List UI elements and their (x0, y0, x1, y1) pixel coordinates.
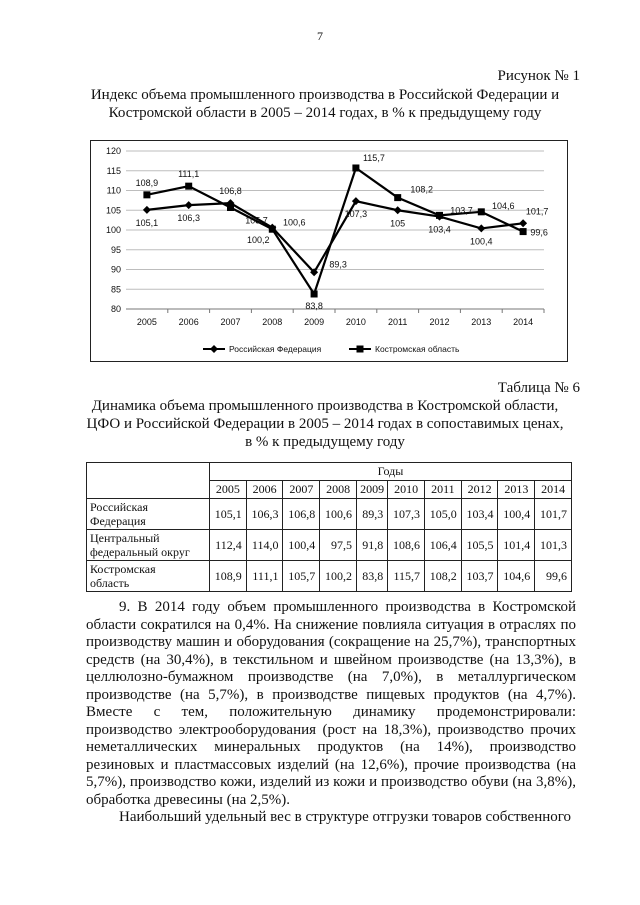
data-point-square (436, 212, 443, 219)
x-tick-label: 2008 (262, 317, 283, 327)
table-cell: 105,5 (461, 530, 498, 561)
figure-title (60, 86, 590, 122)
data-label: 106,3 (177, 213, 200, 224)
table-cell: 83,8 (356, 561, 387, 592)
data-label: 108,2 (410, 184, 433, 195)
data-point-diamond (394, 206, 402, 214)
data-label: 89,3 (329, 259, 347, 270)
table-cell: 105,0 (425, 499, 462, 530)
data-label: 106,8 (219, 186, 242, 197)
y-tick-label: 100 (105, 225, 121, 235)
x-tick-label: 2014 (513, 317, 534, 327)
data-table (86, 462, 572, 592)
line-chart (90, 140, 568, 362)
table-cell: 111,1 (246, 561, 283, 592)
chart-canvas (91, 141, 569, 363)
data-label: 99,6 (530, 227, 548, 238)
x-tick-label: 2005 (136, 317, 157, 327)
page-number: 7 (317, 29, 323, 43)
figure-title-line: Индекс объема промышленного производства в Российской Федерации и (90, 87, 560, 103)
body-text (86, 599, 576, 827)
x-tick-label: 2012 (429, 317, 450, 327)
figure-title-line: Костромской области в 2005 – 2014 годах, в % к предыдущему году (108, 105, 542, 121)
data-label: 115,7 (362, 152, 385, 163)
table-row (87, 561, 572, 592)
legend-entry: Костромская область (375, 344, 460, 354)
year-header: 2010 (388, 481, 425, 499)
table-title (60, 397, 590, 451)
data-label: 108,9 (135, 177, 159, 188)
data-point-square (143, 191, 150, 198)
x-tick-label: 2007 (220, 317, 241, 327)
year-header: 2006 (246, 481, 283, 499)
data-label: 100,2 (247, 235, 270, 246)
data-label: 101,7 (525, 206, 549, 217)
year-header: 2005 (210, 481, 247, 499)
paragraph: Наибольший удельный вес в структуре отгрузки товаров собственного (119, 809, 572, 825)
table-cell: 103,4 (461, 499, 498, 530)
y-tick-label: 95 (110, 244, 121, 255)
table-cell: 91,8 (356, 530, 387, 561)
y-tick-label: 85 (110, 284, 121, 295)
y-tick-label: 90 (110, 264, 121, 275)
row-header (87, 561, 210, 592)
data-point-square (185, 183, 192, 190)
data-label: 105,1 (135, 217, 159, 228)
y-tick-label: 80 (110, 304, 121, 314)
table-cell: 106,3 (246, 499, 283, 530)
data-label: 107,3 (344, 209, 368, 220)
year-header: 2009 (356, 481, 387, 499)
table-cell: 100,4 (283, 530, 320, 561)
legend-entry: Российская Федерация (229, 344, 322, 354)
y-tick-label: 110 (106, 185, 121, 196)
table-cell: 108,9 (210, 561, 247, 592)
table-row (87, 499, 572, 530)
table-group-header: Годы (210, 463, 572, 481)
data-label: 100,6 (283, 217, 306, 228)
table-cell: 106,8 (283, 499, 320, 530)
row-header-line: область (90, 576, 130, 590)
table-cell: 105,1 (210, 499, 247, 530)
table-cell: 89,3 (356, 499, 387, 530)
y-tick-label: 105 (105, 205, 121, 216)
table-cell: 100,2 (320, 561, 357, 592)
year-header: 2008 (320, 481, 357, 499)
table-row (87, 530, 572, 561)
table-title-line: Динамика объема промышленного производства в Костромской области, (91, 398, 559, 414)
data-label: 100,4 (470, 236, 493, 247)
table-cell: 105,7 (283, 561, 320, 592)
table-cell: 97,5 (320, 530, 357, 561)
series-line (147, 168, 523, 294)
data-label: 83,8 (305, 300, 323, 311)
data-point-square (227, 204, 234, 211)
year-header: 2013 (498, 481, 535, 499)
data-point-square (394, 194, 401, 201)
year-header: 2011 (425, 481, 462, 499)
table-cell: 108,6 (388, 530, 425, 561)
table-corner-cell (87, 463, 210, 499)
table-cell: 115,7 (388, 561, 425, 592)
y-tick-label: 115 (106, 165, 121, 176)
year-header: 2014 (535, 481, 572, 499)
data-point-square (311, 290, 318, 297)
table-cell: 101,4 (498, 530, 535, 561)
row-header-line: Федерация (90, 514, 146, 528)
year-header: 2012 (461, 481, 498, 499)
row-header-line: Центральный (90, 531, 160, 545)
data-point-square (478, 208, 485, 215)
data-point-square (520, 228, 527, 235)
data-point-square (352, 164, 359, 171)
x-tick-label: 2006 (178, 317, 199, 327)
data-point-diamond (185, 201, 193, 209)
table-cell: 106,4 (425, 530, 462, 561)
data-point-diamond (477, 224, 485, 232)
data-point-diamond (143, 206, 151, 214)
table-label: Таблица № 6 (497, 380, 580, 396)
table-cell: 100,4 (498, 499, 535, 530)
table-cell: 112,4 (210, 530, 247, 561)
table-title-line: в % к предыдущему году (245, 434, 405, 450)
x-tick-label: 2011 (388, 317, 408, 327)
row-header (87, 530, 210, 561)
table-cell: 101,3 (535, 530, 572, 561)
table-cell: 101,7 (535, 499, 572, 530)
data-label: 105 (390, 218, 406, 229)
table-cell: 100,6 (320, 499, 357, 530)
table-cell: 99,6 (535, 561, 572, 592)
table-cell: 103,7 (461, 561, 498, 592)
data-point-square (269, 226, 276, 233)
data-label: 103,4 (428, 224, 451, 235)
x-tick-label: 2009 (304, 317, 325, 327)
data-label: 111,1 (178, 169, 200, 180)
table-title-line: ЦФО и Российской Федерации в 2005 – 2014 годах в сопоставимых ценах, (86, 416, 564, 432)
y-tick-label: 120 (105, 146, 121, 156)
table-cell: 104,6 (498, 561, 535, 592)
x-tick-label: 2010 (345, 317, 366, 327)
year-header: 2007 (283, 481, 320, 499)
row-header (87, 499, 210, 530)
row-header-line: Российская (90, 500, 148, 514)
figure-label: Рисунок № 1 (497, 68, 580, 84)
data-point-diamond (519, 219, 527, 227)
x-tick-label: 2013 (471, 317, 492, 327)
legend-marker-diamond (210, 345, 218, 353)
table-cell: 107,3 (388, 499, 425, 530)
table-cell: 114,0 (246, 530, 283, 561)
data-label: 103,7 (450, 205, 473, 216)
row-header-line: Костромская (90, 562, 156, 576)
legend-marker-square (357, 346, 364, 353)
table-header-row (87, 463, 572, 481)
paragraph: 9. В 2014 году объем промышленного производства в Костромской области сократился на 0,4%. На снижение повлияла ситуация в отраслях по производству машин и оборудования (сокращение на 25,7%), транспортных средств (на 30,4%), в текстильном и швейном производстве (на 13,3%), в целлюлозно-бумажном производстве (на 7,0%), в металлургическом производстве (на 5,7%), в производстве пищевых продуктов (на 4,7%). Вместе с тем, положительную динамику продемонстрировали: производство электрооборудования (рост на 18,3%), производство прочих неметаллических минеральных продуктов (на 14%), производство резиновых и пластмассовых изделий (на 12,6%), прочие производства (на 5,7%), производство кожи, изделий из кожи и производство обуви (на 3,8%), обработка древесины (на 2,5%). (86, 599, 576, 808)
data-label: 104,6 (492, 200, 515, 211)
row-header-line: федеральный округ (90, 545, 190, 559)
data-label: 105,7 (245, 215, 268, 226)
table-cell: 108,2 (425, 561, 462, 592)
